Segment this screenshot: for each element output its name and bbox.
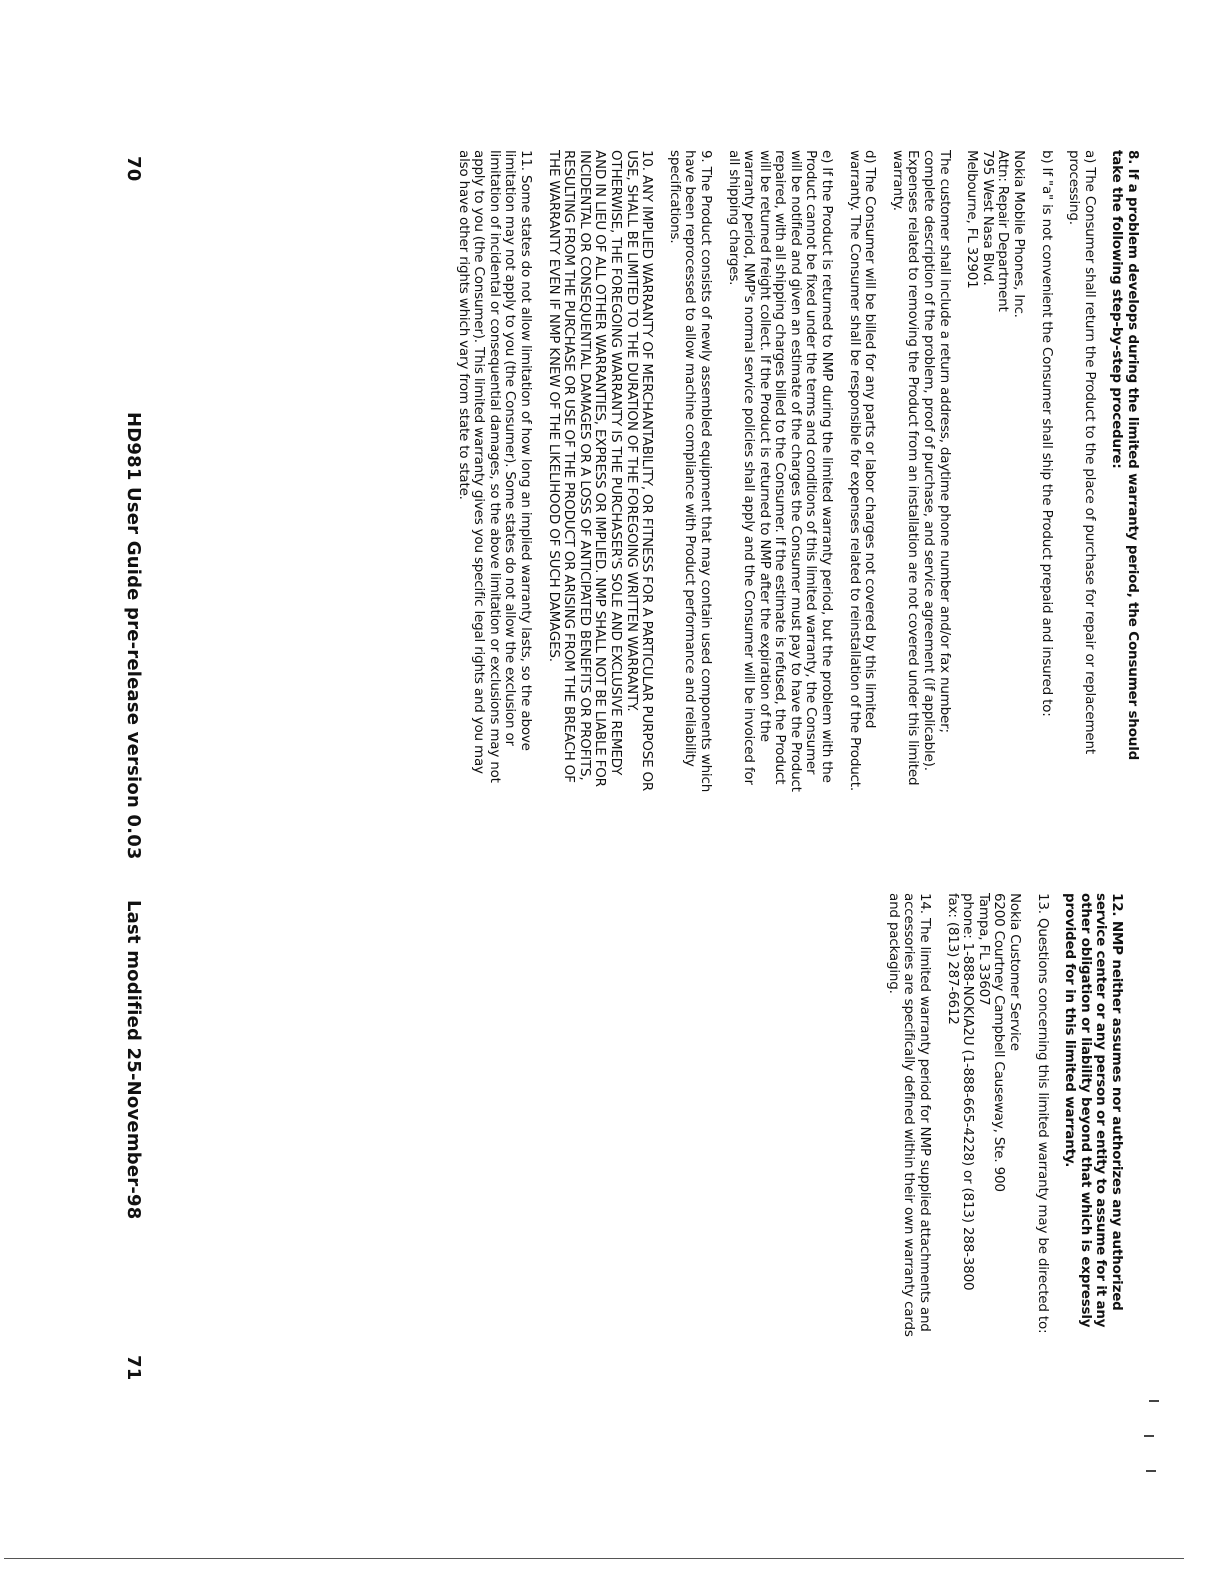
repair-address	[964, 150, 1026, 793]
warranty-item-8: 8. If a problem develops during the limited warranty period, the Consumer should take the following step-by-step procedure:	[1109, 150, 1141, 761]
warranty-item-8e: e) If the Product is returned to NMP during the limited warranty period, but the problem with the Product cannot be fixed under the terms and conditions of this limited warranty, the Consumer will be notified and given an estimate of the charges the Consumer must pay to have the Product repaired, with all shipping charges billed to the Consumer. If the estimate is refused, the Product will be returned freight collect. If the Product is returned to NMP after the expiration of the warranty period, NMP's normal service policies shall apply and the Consumer will be invoiced for all shipping charges.	[725, 150, 836, 792]
page-number-right: 71	[123, 1355, 144, 1381]
page-number-left: 70	[123, 156, 144, 182]
scan-mark	[1144, 1435, 1154, 1437]
address-line: fax: (813) 287-6612	[944, 893, 961, 1025]
address-line: phone: 1-888-NOKIA2U (1-888-665-4228) or (813) 288-3800	[960, 893, 977, 1291]
scan-edge-line	[4, 1558, 1184, 1559]
warranty-item-customer: The customer shall include a return address, daytime phone number and/or fax number; complete description of the problem, proof of purchase, and service agreement (if applicable). Expenses related to removing the Product from an installation are not covered under this limited warranty.	[889, 150, 953, 786]
address-line: Melbourne, FL 32901	[964, 150, 981, 289]
warranty-item-8d: d) The Consumer will be billed for any parts or labor charges not covered by this limited warranty. The Consumer shall be responsible for expenses related to reinstallation of the Product.	[846, 150, 879, 791]
address-line: Nokia Mobile Phones, Inc.	[1011, 150, 1028, 318]
warranty-item-8b: b) If "a" is not convenient the Consumer shall ship the Product prepaid and insured to:	[1038, 150, 1055, 717]
left-column	[443, 150, 1140, 793]
right-column	[873, 893, 1124, 1363]
scan-mark	[1146, 1470, 1156, 1472]
address-line: Tampa, FL 33607	[975, 893, 992, 1006]
address-line: 6200 Courtney Campbell Causeway, Ste. 900	[991, 893, 1008, 1192]
scan-mark	[1149, 1400, 1159, 1402]
guide-title: HD981 User Guide pre-release version 0.03	[123, 412, 144, 860]
address-line: Nokia Customer Service	[1007, 893, 1024, 1051]
last-modified: Last modified 25-November-98	[123, 900, 144, 1220]
warranty-item-14: 14. The limited warranty period for NMP supplied attachments and accessories are specifically defined within their own warranty cards and packaging.	[885, 893, 934, 1337]
warranty-item-11: 11. Some states do not allow limitation of how long an implied warranty lasts, so the above limitation may not apply to you (the Consumer). Some states do not allow the exclusion or limitation of incidental or consequential damages, so the above limitation or exclusions may not apply to you (the Consumer). This limited warranty gives you specific legal rights and you may also have other rights which vary from state to state.	[455, 150, 534, 783]
warranty-item-13: 13. Questions concerning this limited warranty may be directed to:	[1034, 893, 1051, 1334]
warranty-item-8a: a) The Consumer shall return the Product to the place of purchase for repair or replacement processing.	[1066, 150, 1098, 754]
address-line: Attn: Repair Department	[995, 150, 1012, 312]
customer-service-address	[944, 893, 1022, 1363]
warranty-item-9: 9. The Product consists of newly assembled equipment that may contain used components which have been reprocessed to allow machine compliance with Product performance and reliability specifications.	[666, 150, 714, 793]
warranty-item-12: 12. NMP neither assumes nor authorizes any authorized service center or any person or entity to assume for it any other obligation or liability beyond that which is expressly provided for in this limited warranty.	[1062, 893, 1125, 1328]
warranty-item-10: 10. ANY IMPLIED WARRANTY OF MERCHANTABILITY, OR FITNESS FOR A PARTICULAR PURPOSE OR USE, SHALL BE LIMITED TO THE DURATION OF THE FOREGOING WRITTEN WARRANTY. OTHERWISE, THE FOREGOING WARRANTY IS THE PURCHASER'S SOLE AND EXCLUSIVE REMEDY AND IN LIEU OF ALL OTHER WARRANTIES, EXPRESS OR IMPLIED. NMP SHALL NOT BE LIABLE FOR INCIDENTAL OR CONSEQUENTIAL DAMAGES OR A LOSS OF ANTICIPATED BENEFITS OR PROFITS, RESULTING FROM THE PURCHASE OR USE OF THE PRODUCT OR ARISING FROM THE BREACH OF THE WARRANTY EVEN IF NMP KNEW OF THE LIKELIHOOD OF SUCH DAMAGES.	[545, 150, 656, 792]
address-line: 795 West Nasa Blvd.	[979, 150, 996, 286]
